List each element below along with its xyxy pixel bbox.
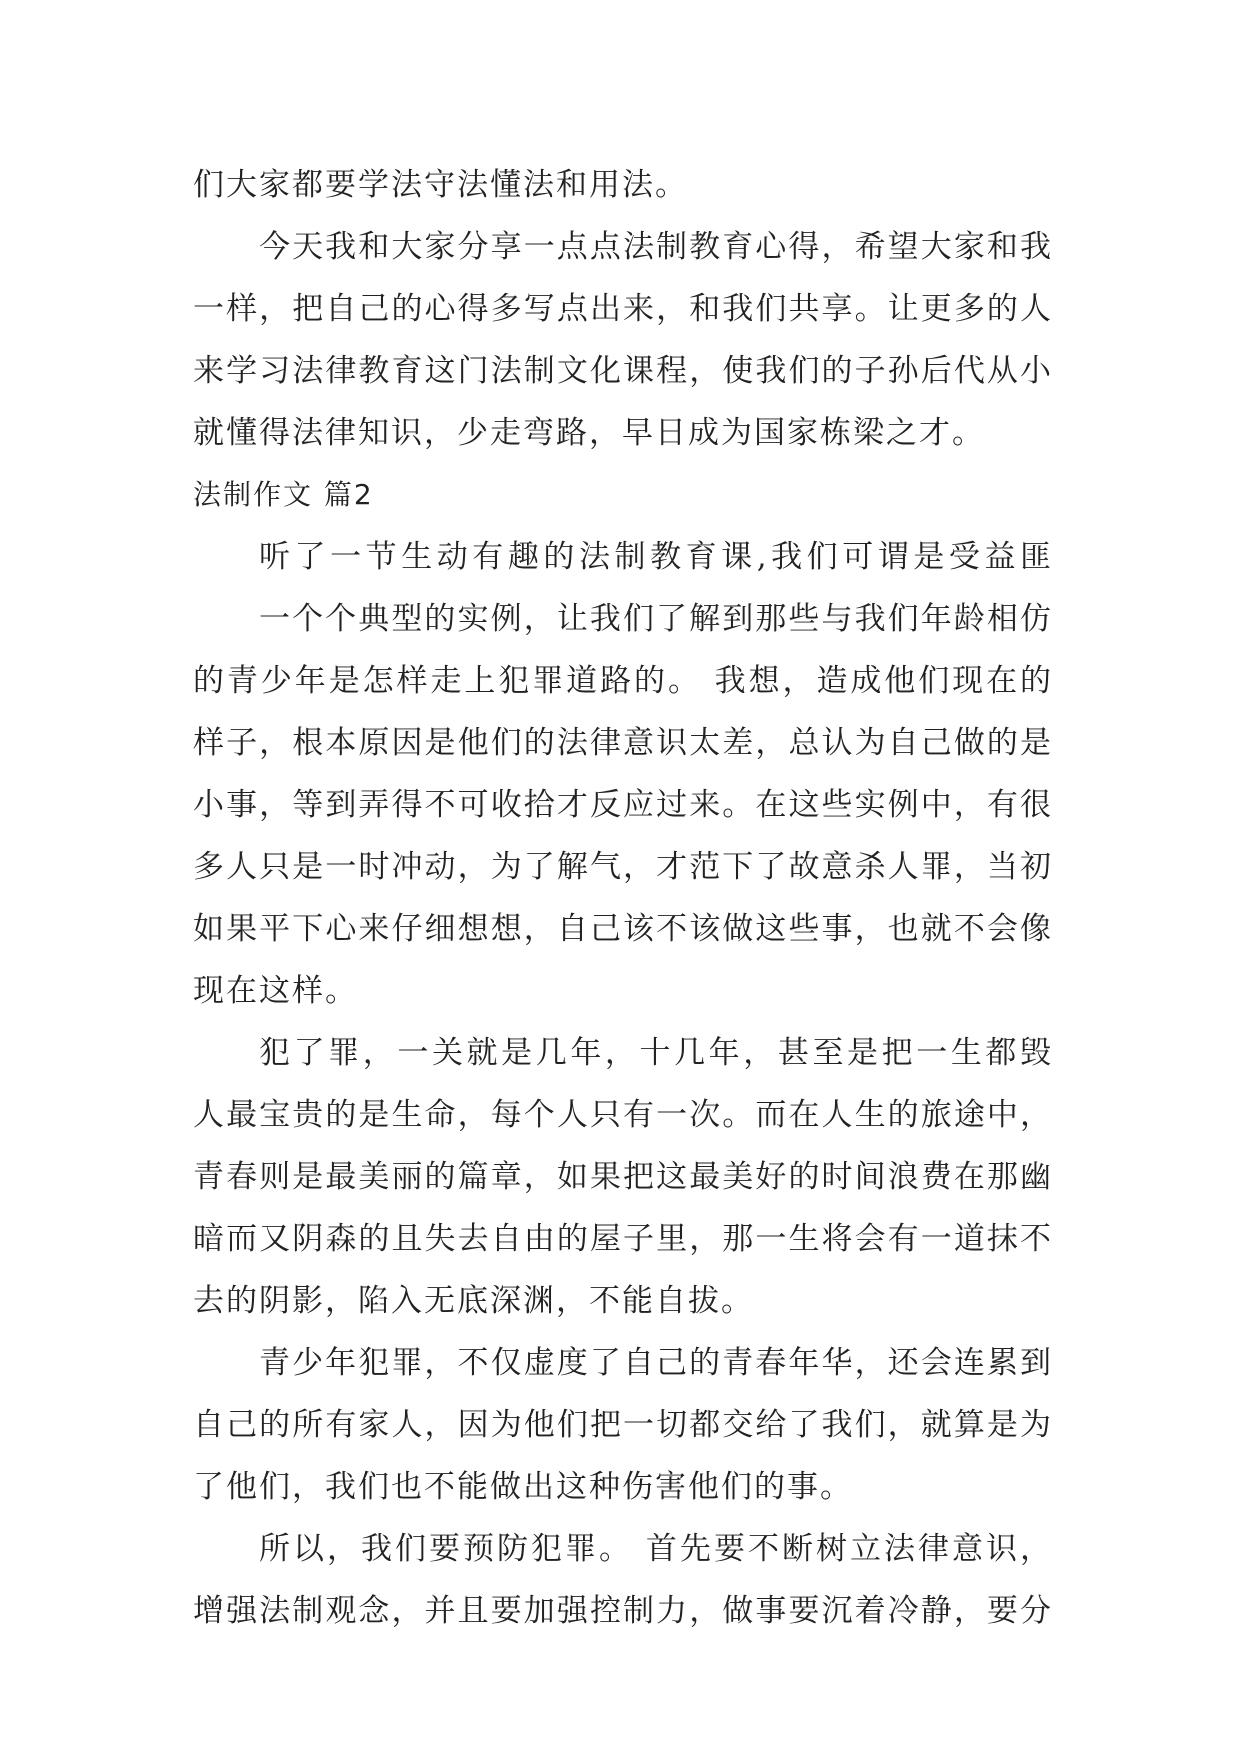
text-line: 听了一节生动有趣的法制教育课,我们可谓是受益匪 xyxy=(259,539,1053,575)
text-line: 一个个典型的实例，让我们了解到那些与我们年龄相仿 xyxy=(259,601,1053,637)
text-line: 增强法制观念，并且要加强控制力，做事要沉着冷静，要分 xyxy=(193,1593,1053,1629)
document-body xyxy=(193,154,1053,1642)
text-line: 犯了罪，一关就是几年，十几年，甚至是把一生都毁 xyxy=(259,1035,1053,1071)
section-heading: 法制作文 篇2 xyxy=(193,478,374,511)
text-line: 就懂得法律知识，少走弯路，早日成为国家栋梁之才。 xyxy=(193,415,985,451)
text-line: 样子，根本原因是他们的法律意识太差，总认为自己做的是 xyxy=(193,725,1053,761)
text-line: 暗而又阴森的且失去自由的屋子里，那一生将会有一道抹不 xyxy=(193,1221,1053,1257)
text-line: 们大家都要学法守法懂法和用法。 xyxy=(193,167,688,203)
text-line: 自己的所有家人，因为他们把一切都交给了我们，就算是为 xyxy=(193,1407,1053,1443)
text-line: 如果平下心来仔细想想，自己该不该做这些事，也就不会像 xyxy=(193,911,1053,947)
text-line: 现在这样。 xyxy=(193,973,358,1009)
text-line: 青少年犯罪，不仅虚度了自己的青春年华，还会连累到 xyxy=(259,1345,1053,1381)
text-line: 去的阴影，陷入无底深渊，不能自拔。 xyxy=(193,1283,754,1319)
text-line: 所以，我们要预防犯罪。 首先要不断树立法律意识， xyxy=(259,1531,1053,1567)
text-line: 来学习法律教育这门法制文化课程，使我们的子孙后代从小 xyxy=(193,353,1053,389)
text-line: 青春则是最美丽的篇章，如果把这最美好的时间浪费在那幽 xyxy=(193,1159,1053,1195)
text-line: 人最宝贵的是生命，每个人只有一次。而在人生的旅途中， xyxy=(193,1097,1053,1133)
text-line: 一样，把自己的心得多写点出来，和我们共享。让更多的人 xyxy=(193,291,1053,327)
text-line: 多人只是一时冲动，为了解气，才范下了故意杀人罪，当初 xyxy=(193,849,1053,885)
text-line: 今天我和大家分享一点点法制教育心得，希望大家和我 xyxy=(259,229,1053,265)
text-line: 小事，等到弄得不可收拾才反应过来。在这些实例中，有很 xyxy=(193,787,1053,823)
text-line: 了他们，我们也不能做出这种伤害他们的事。 xyxy=(193,1469,853,1505)
text-line: 的青少年是怎样走上犯罪道路的。 我想，造成他们现在的 xyxy=(193,663,1053,699)
